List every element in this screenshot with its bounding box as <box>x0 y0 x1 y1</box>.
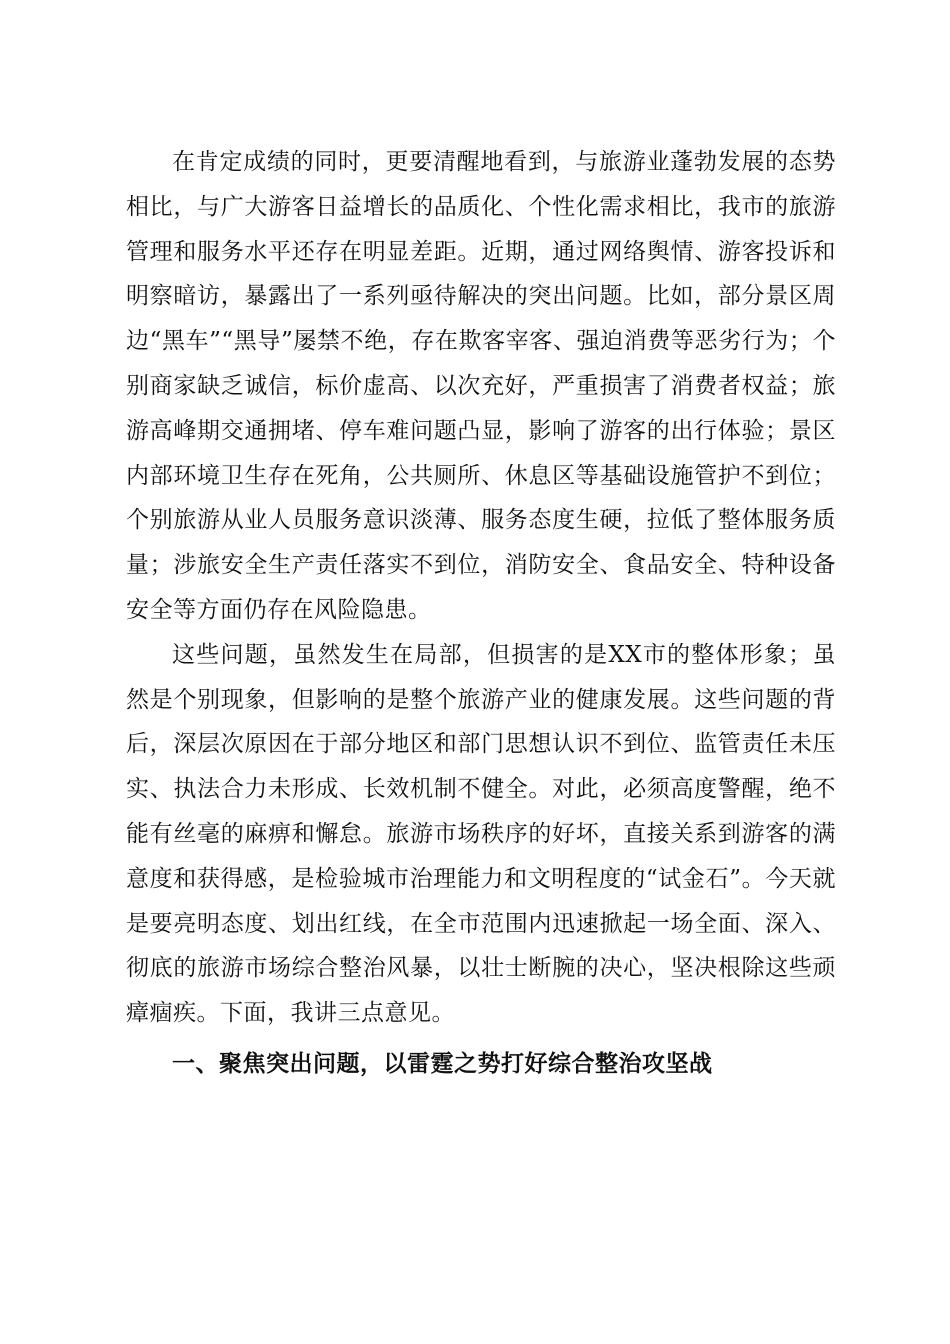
paragraph-analysis: 这些问题，虽然发生在局部，但损害的是XX市的整体形象；虽然是个别现象，但影响的是整个旅游产业的健康发展。这些问题的背后，深层次原因在于部分地区和部门思想认识不到位、监管责任未压实、执法合力未形成、长效机制不健全。对此，必须高度警醒，绝不能有丝毫的麻痹和懈怠。旅游市场秩序的好坏，直接关系到游客的满意度和获得感，是检验城市治理能力和文明程度的“试金石”。今天就是要亮明态度、划出红线，在全市范围内迅速掀起一场全面、深入、彻底的旅游市场综合整治风暴，以壮士断腕的决心，坚决根除这些顽瘴痼疾。下面，我讲三点意见。 <box>126 641 836 1027</box>
document-body <box>126 140 836 1087</box>
section-heading: 一、聚焦突出问题，以雷霆之势打好综合整治攻坚战 <box>172 1050 713 1077</box>
paragraph-problems: 在肯定成绩的同时，更要清醒地看到，与旅游业蓬勃发展的态势相比，与广大游客日益增长的品质化、个性化需求相比，我市的旅游管理和服务水平还存在明显差距。近期，通过网络舆情、游客投诉和明察暗访，暴露出了一系列亟待解决的突出问题。比如，部分景区周边“黑车”“黑导”屡禁不绝，存在欺客宰客、强迫消费等恶劣行为；个别商家缺乏诚信，标价虚高、以次充好，严重损害了消费者权益；旅游高峰期交通拥堵、停车难问题凸显，影响了游客的出行体验；景区内部环境卫生存在死角，公共厕所、休息区等基础设施管护不到位；个别旅游从业人员服务意识淡薄、服务态度生硬，拉低了整体服务质量；涉旅安全生产责任落实不到位，消防安全、食品安全、特种设备安全等方面仍存在风险隐患。 <box>126 149 836 623</box>
